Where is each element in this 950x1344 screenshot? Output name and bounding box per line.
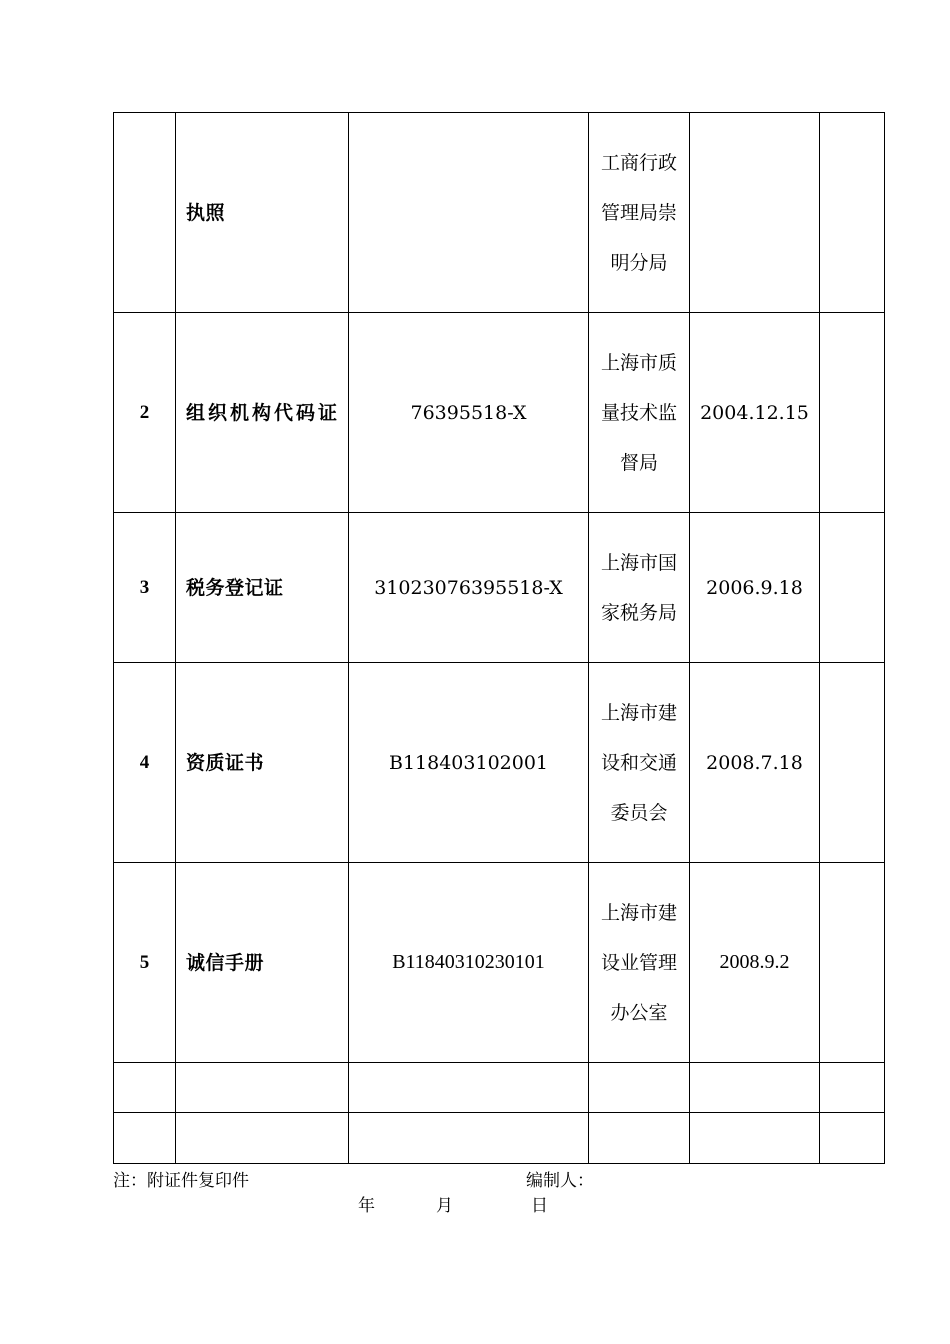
issue-date: 2008.7.18 xyxy=(690,663,820,863)
certificate-name: 资质证书 xyxy=(176,663,349,863)
certificate-code: 76395518-X xyxy=(349,313,589,513)
year-label: 年 xyxy=(358,1196,375,1216)
remarks-cell xyxy=(820,513,885,663)
issue-date: 2008.9.2 xyxy=(690,863,820,1063)
certificate-name: 税务登记证 xyxy=(176,513,349,663)
day-label: 日 xyxy=(531,1196,548,1216)
row-number xyxy=(114,113,176,313)
row-number: 4 xyxy=(114,663,176,863)
certificate-code: B118403102001 xyxy=(349,663,589,863)
row-number: 2 xyxy=(114,313,176,513)
remarks-cell xyxy=(820,863,885,1063)
certificate-name: 执照 xyxy=(176,113,349,313)
certificate-code: B11840310230101 xyxy=(349,863,589,1063)
row-number: 5 xyxy=(114,863,176,1063)
issuing-authority: 上海市国家税务局 xyxy=(589,513,690,663)
remarks-cell xyxy=(820,663,885,863)
issuing-authority: 上海市建设和交通委员会 xyxy=(589,663,690,863)
attachment-note: 注：附证件复印件 xyxy=(113,1171,249,1191)
editor-label: 编制人： xyxy=(526,1171,594,1191)
issuing-authority: 工商行政管理局崇明分局 xyxy=(589,113,690,313)
table-row xyxy=(114,863,885,1063)
remarks-cell xyxy=(820,313,885,513)
issuing-authority: 上海市建设业管理办公室 xyxy=(589,863,690,1063)
issuing-authority: 上海市质量技术监督局 xyxy=(589,313,690,513)
certificate-code: 31023076395518-X xyxy=(349,513,589,663)
empty-row xyxy=(114,1063,885,1113)
remarks-cell xyxy=(820,113,885,313)
certificate-code xyxy=(349,113,589,313)
issue-date: 2004.12.15 xyxy=(690,313,820,513)
row-number: 3 xyxy=(114,513,176,663)
certificate-name: 诚信手册 xyxy=(176,863,349,1063)
issue-date: 2006.9.18 xyxy=(690,513,820,663)
month-label: 月 xyxy=(436,1196,453,1216)
issue-date xyxy=(690,113,820,313)
empty-row xyxy=(114,1113,885,1164)
table-row xyxy=(114,663,885,863)
table-row xyxy=(114,513,885,663)
table-row xyxy=(114,113,885,313)
certificate-table xyxy=(113,112,885,1164)
table-row xyxy=(114,313,885,513)
certificate-name: 组织机构代码证 xyxy=(176,313,349,513)
